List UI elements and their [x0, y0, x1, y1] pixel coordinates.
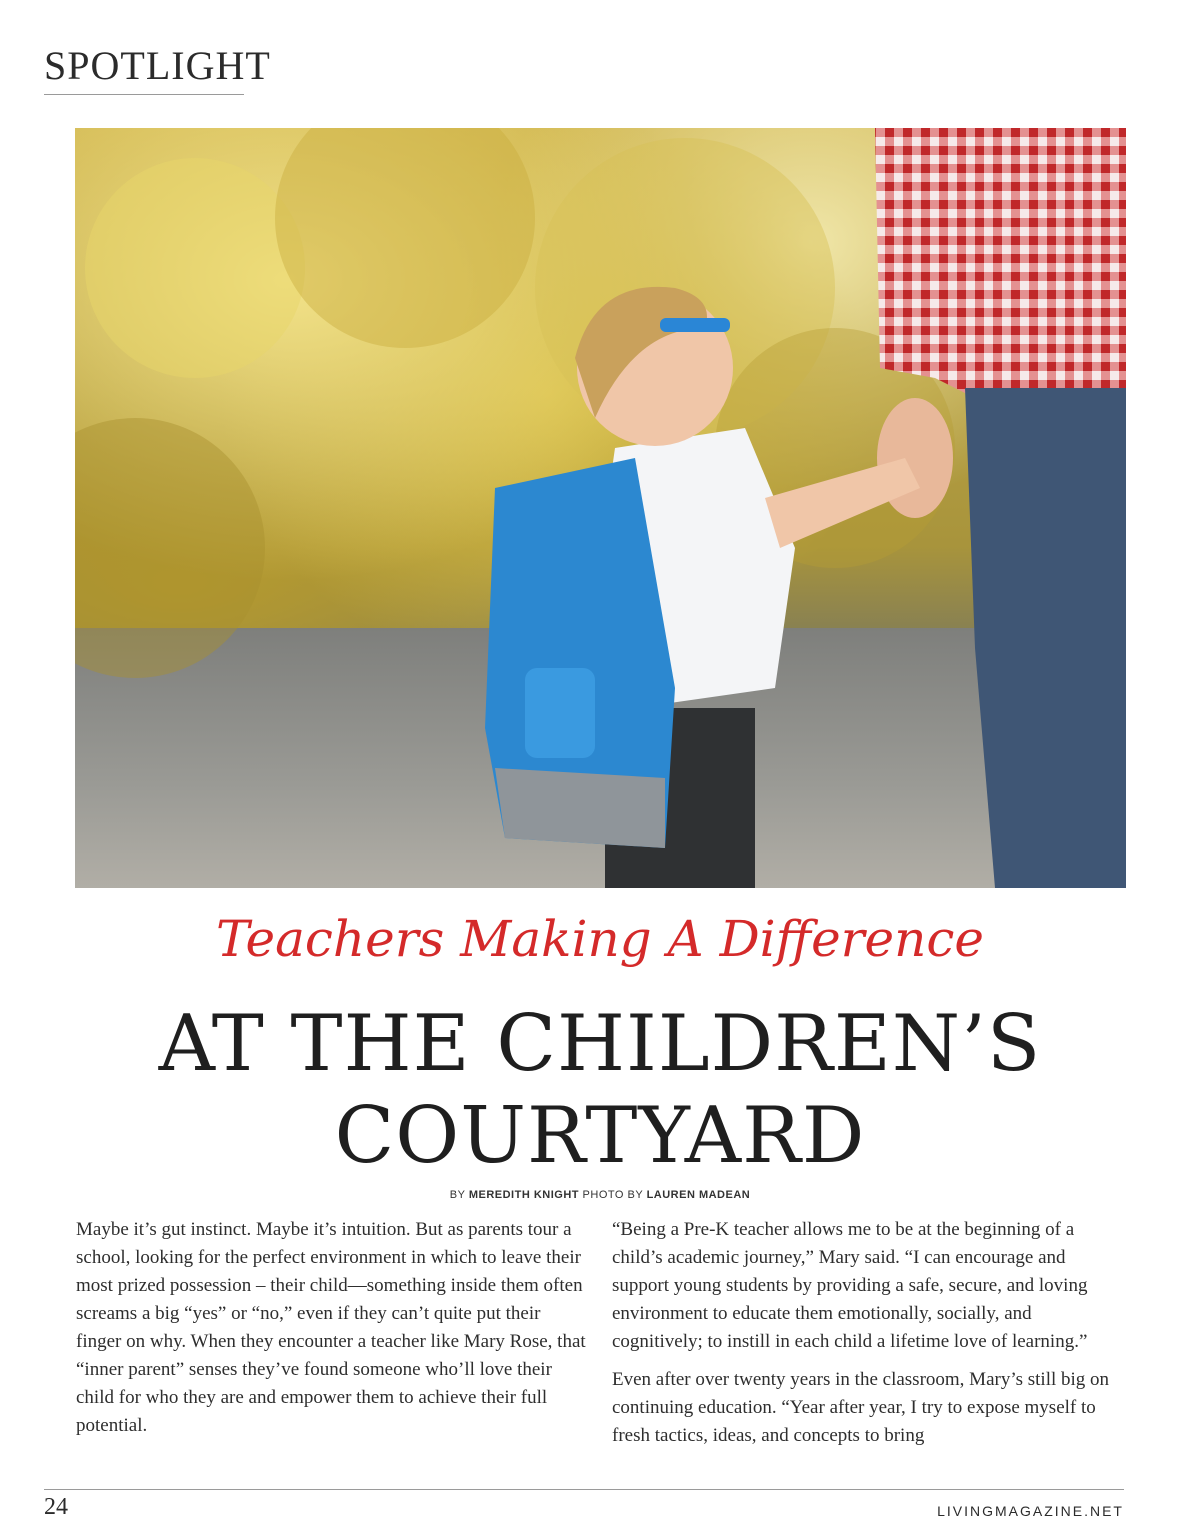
page-number: 24: [44, 1494, 68, 1520]
headline-line-2: COURTYARD: [334, 1091, 866, 1181]
byline-photo-label: PHOTO BY: [582, 1189, 643, 1201]
byline-by-label: BY: [449, 1189, 466, 1201]
hero-photo: [75, 128, 1126, 888]
article-headline: [0, 998, 1200, 1182]
body-paragraph: Even after over twenty years in the classroom, Mary’s still big on continuing education. “Year after year, I try to expose myself to fresh tactics, ideas, and concepts to bring: [612, 1369, 1110, 1446]
body-column-right: [612, 1216, 1124, 1460]
site-url: LIVINGMAGAZINE.NET: [937, 1503, 1124, 1519]
body-column-left: [76, 1216, 588, 1450]
byline-photographer: LAUREN MADEAN: [646, 1189, 751, 1201]
headline-line-1: AT THE CHILDREN’S: [158, 999, 1042, 1089]
footer-divider: [44, 1489, 1124, 1490]
section-label: SPOTLIGHT: [44, 46, 244, 95]
byline: [0, 1189, 1200, 1201]
body-paragraph: Maybe it’s gut instinct. Maybe it’s intuition. But as parents tour a school, looking for the perfect environment in which to leave their most prized possession – their child—something inside them often screams a big “yes” or “no,” even if they can’t quite put their finger on why. When they encounter a teacher like Mary Rose, that “inner parent” senses they’ve found someone who’ll love their child for who they are and empower them to achieve their full potential.: [76, 1219, 586, 1436]
photo-illustration: [75, 128, 1126, 888]
byline-author: MEREDITH KNIGHT: [468, 1189, 579, 1201]
body-paragraph: “Being a Pre-K teacher allows me to be at the beginning of a child’s academic journey,” Mary said. “I can encourage and support young students by providing a safe, secure, and loving environment to educate them emotionally, socially, and cognitively; to instill in each child a lifetime love of learning.”: [612, 1219, 1088, 1352]
article-kicker: Teachers Making A Difference: [216, 910, 984, 968]
